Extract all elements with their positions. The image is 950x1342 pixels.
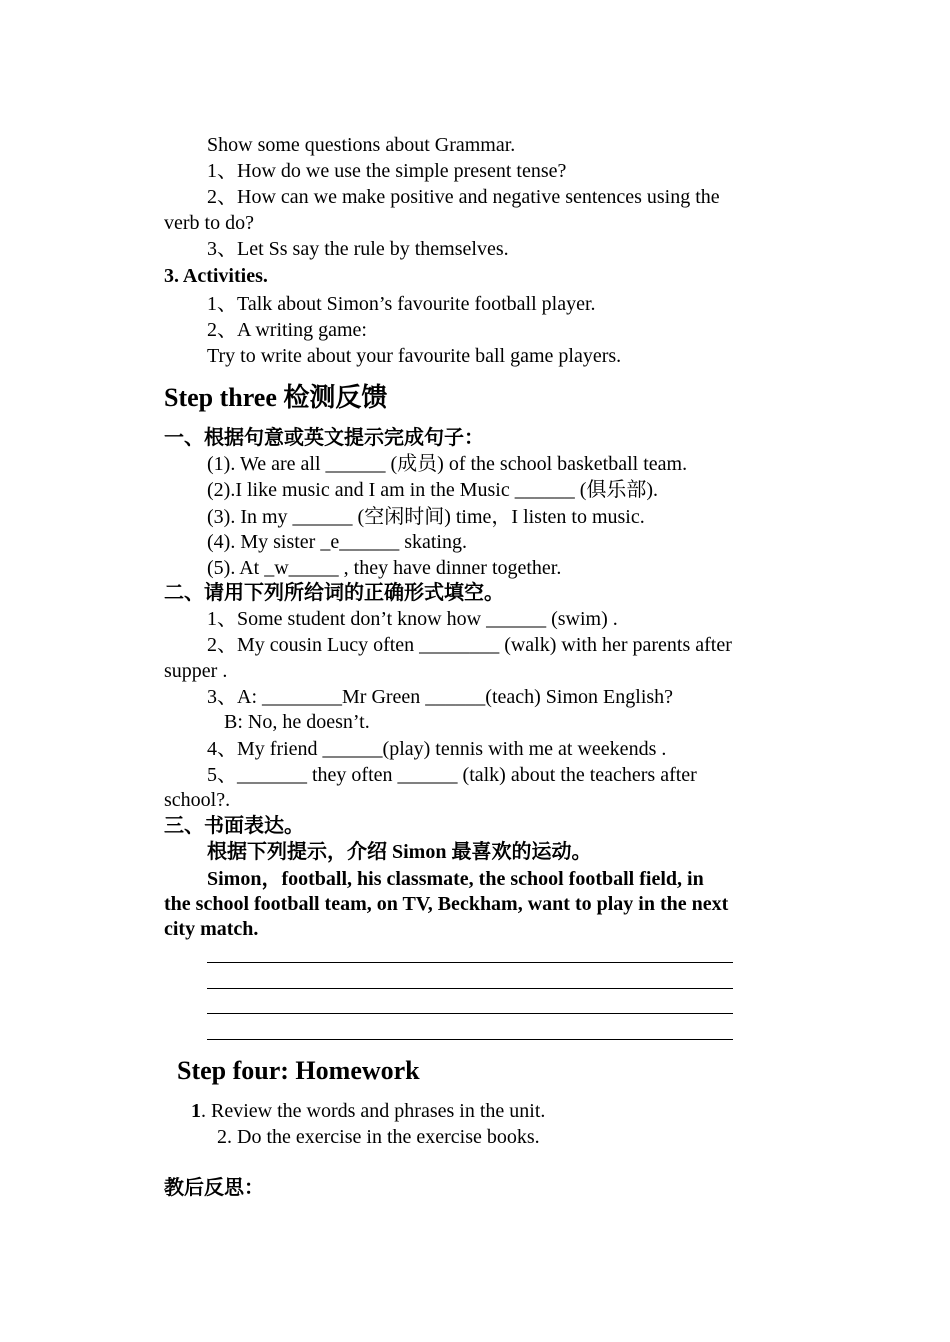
part2-item-2-cont: supper . — [164, 660, 228, 682]
part3-keywords-1: Simon，football, his classmate, the school football field, in — [207, 868, 704, 890]
activity-3: Try to write about your favourite ball game players. — [207, 345, 622, 367]
grammar-question-2: 2、How can we make positive and negative sentences using the — [207, 186, 720, 208]
grammar-question-1: 1、How do we use the simple present tense? — [207, 160, 567, 182]
part2-item-4: 4、My friend ______(play) tennis with me at weekends . — [207, 738, 667, 760]
reflection-label: 教后反思： — [164, 1177, 264, 1199]
part1-item-5: (5). At _w_____ , they have dinner together. — [207, 557, 562, 579]
step-four-title: Step four: Homework — [177, 1056, 420, 1085]
part1-item-2: (2).I like music and I am in the Music ______ (俱乐部). — [207, 479, 659, 501]
homework-text-1: . Review the words and phrases in the unit. — [201, 1100, 546, 1122]
part2-item-5-cont: school?. — [164, 789, 231, 811]
homework-number-1: 1 — [191, 1100, 201, 1122]
part2-heading: 二、请用下列所给词的正确形式填空。 — [164, 582, 504, 604]
writing-line-2 — [207, 988, 733, 989]
part3-prompt: 根据下列提示，介绍 Simon 最喜欢的运动。 — [207, 841, 592, 863]
homework-item-2: 2. Do the exercise in the exercise books. — [217, 1126, 540, 1148]
part1-item-3: (3). In my ______ (空闲时间) time，I listen to music. — [207, 506, 645, 528]
writing-line-3 — [207, 1013, 733, 1014]
activities-heading: 3. Activities. — [164, 265, 268, 287]
part1-heading: 一、根据句意或英文提示完成句子： — [164, 427, 484, 449]
part3-keywords-3: city match. — [164, 918, 259, 940]
homework-item-1 — [191, 1098, 545, 1124]
part2-item-3-answer: B: No, he doesn’t. — [224, 711, 370, 733]
writing-line-1 — [207, 962, 733, 963]
part2-item-3: 3、A: ________Mr Green ______(teach) Simon English? — [207, 686, 674, 708]
part2-item-5: 5、_______ they often ______ (talk) about the teachers after — [207, 764, 697, 786]
part3-keywords-2: the school football team, on TV, Beckham, want to play in the next — [164, 893, 729, 915]
part2-item-2: 2、My cousin Lucy often ________ (walk) with her parents after — [207, 634, 732, 656]
writing-line-4 — [207, 1039, 733, 1040]
activity-2: 2、A writing game: — [207, 319, 367, 341]
grammar-question-3: 3、Let Ss say the rule by themselves. — [207, 238, 509, 260]
part2-item-1: 1、Some student don’t know how ______ (swim) . — [207, 608, 618, 630]
grammar-question-2-cont: verb to do? — [164, 212, 254, 234]
part3-heading: 三、书面表达。 — [164, 815, 304, 837]
part1-item-1: (1). We are all ______ (成员) of the school basketball team. — [207, 453, 688, 475]
activity-1: 1、Talk about Simon’s favourite football player. — [207, 293, 596, 315]
part1-item-4: (4). My sister _e______ skating. — [207, 531, 467, 553]
grammar-intro: Show some questions about Grammar. — [207, 134, 516, 156]
step-three-title: Step three 检测反馈 — [164, 383, 388, 412]
